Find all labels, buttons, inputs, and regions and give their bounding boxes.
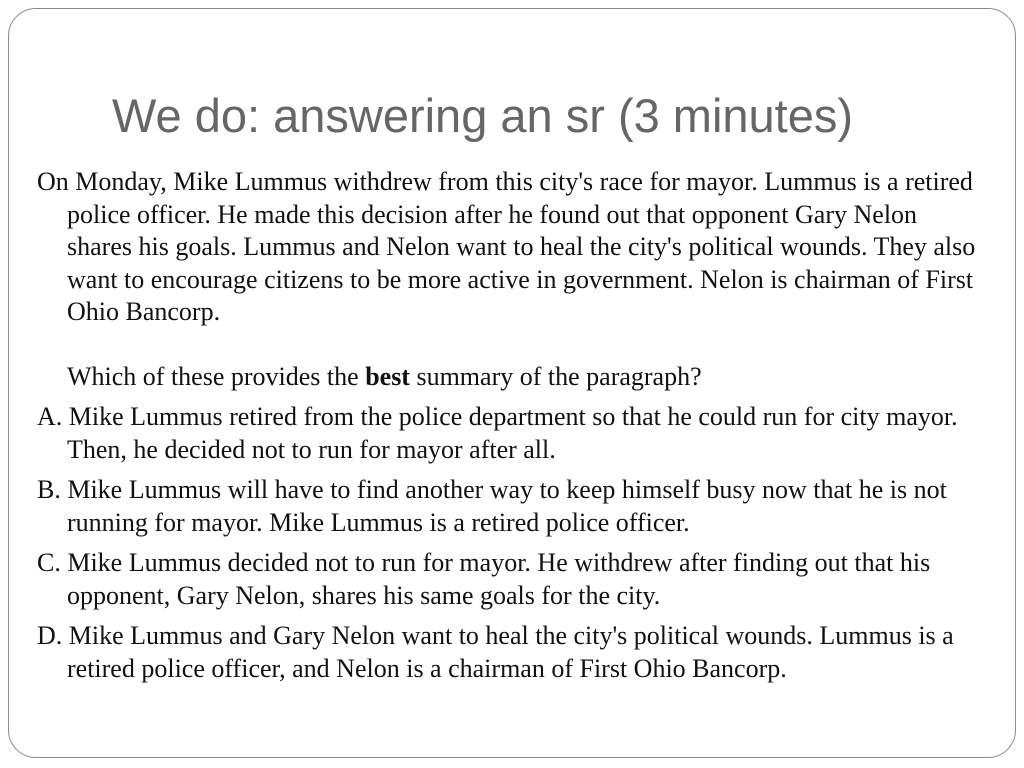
- slide-title: We do: answering an sr (3 minutes): [112, 89, 854, 142]
- answer-option-d: D. Mike Lummus and Gary Nelon want to heal the city's political wounds. Lummus is a retired police officer, and Nelon is a chairman of First Ohio Bancorp.: [37, 621, 954, 683]
- answer-option-c: C. Mike Lummus decided not to run for mayor. He withdrew after finding out that his opponent, Gary Nelon, shares his same goals for the city.: [37, 548, 931, 610]
- question-emphasis: best: [365, 361, 410, 391]
- passage-paragraph: On Monday, Mike Lummus withdrew from this city's race for mayor. Lummus is a retired police officer. He made this decision after he found out that opponent Gary Nelon shares his goals. Lummus and Nelon want to heal the city's political wounds. They also want to encourage citizens to be more active in government. Nelon is chairman of First Ohio Bancorp.: [37, 167, 976, 326]
- question-text-after: summary of the paragraph?: [409, 361, 702, 391]
- question-text-before: Which of these provides the: [67, 361, 366, 391]
- answer-option-b: B. Mike Lummus will have to find another way to keep himself busy now that he is not running for mayor. Mike Lummus is a retired police officer.: [37, 475, 947, 537]
- question-prompt: [37, 361, 977, 394]
- slide-body: [37, 166, 977, 685]
- answer-option-a: A. Mike Lummus retired from the police department so that he could run for city mayor. Then, he decided not to run for mayor after all.: [37, 402, 958, 464]
